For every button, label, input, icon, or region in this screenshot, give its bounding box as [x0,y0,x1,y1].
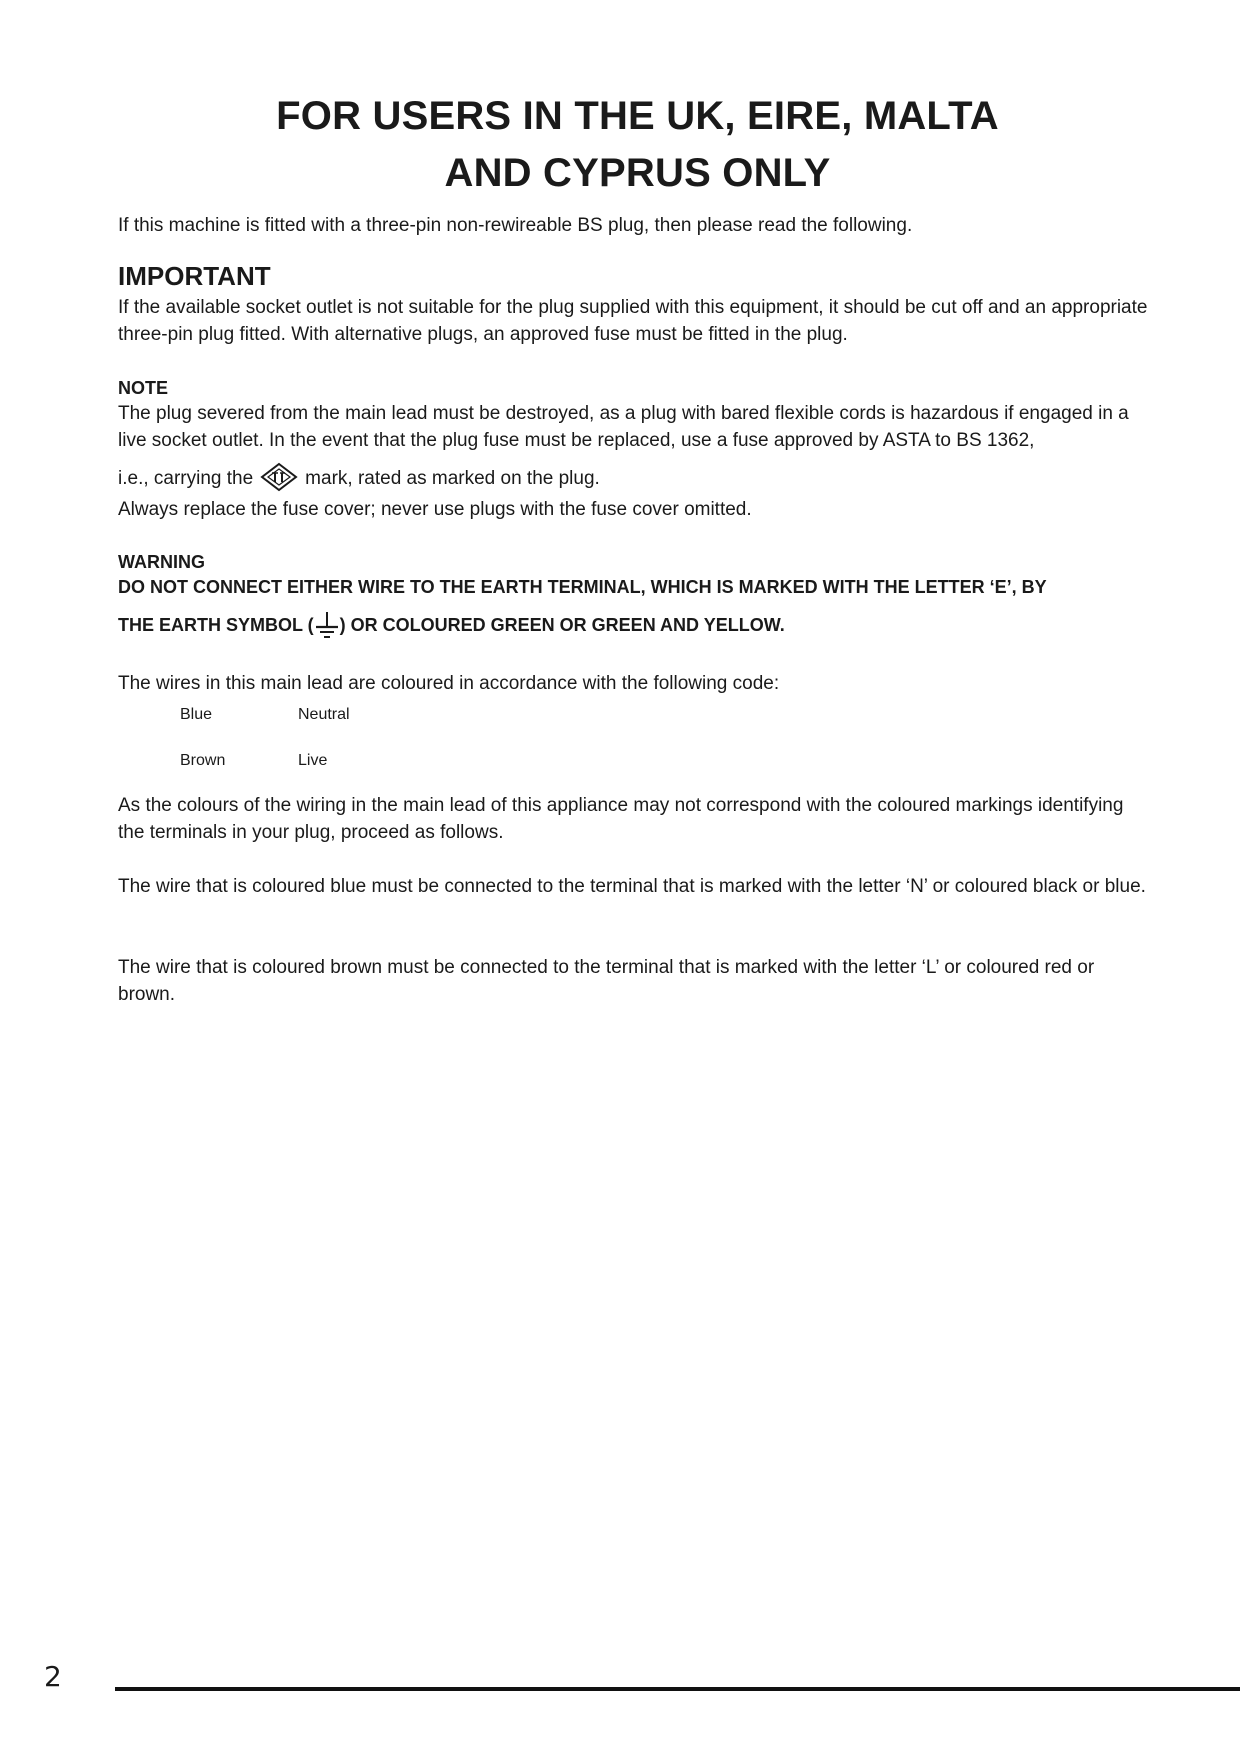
paragraph-brown-wire: The wire that is coloured brown must be connected to the terminal that is marked with the letter ‘L’ or coloured red or brown. [118,957,1095,1005]
note-text: The plug severed from the main lead must be destroyed, as a plug with bared flexible cords is hazardous if engaged in a live socket outlet. In the event that the plug fuse must be replaced, use a fuse approved by ASTA to BS 1362, [118,403,1129,451]
page-title-line-1: FOR USERS IN THE UK, EIRE, MALTA [276,94,999,138]
note-fuse-cover-text: Always replace the fuse cover; never use plugs with the fuse cover omitted. [118,499,752,520]
asta-approval-mark-icon [259,462,299,492]
important-text: If the available socket outlet is not suitable for the plug supplied with this equipment, it should be cut off and an appropriate three-pin plug fitted. With alternative plugs, an approved fuse must be fitted in the plug. [118,297,1148,345]
paragraph-blue-wire: The wire that is coloured blue must be connected to the terminal that is marked with the letter ‘N’ or coloured black or blue. [118,876,1146,897]
warning-line-2-after: ) OR COLOURED GREEN OR GREEN AND YELLOW. [339,615,785,635]
earth-symbol-icon [314,610,340,640]
important-heading: IMPORTANT [118,261,271,291]
warning-text-line-1: DO NOT CONNECT EITHER WIRE TO THE EARTH TERMINAL, WHICH IS MARKED WITH THE LETTER ‘E’, BY [118,577,1047,597]
note-mark-line-after: mark, rated as marked on the plug. [305,468,600,489]
warning-text-line-2 [118,610,785,640]
code-meaning: Live [298,752,328,769]
wires-intro-text: The wires in this main lead are coloured in accordance with the following code: [118,673,780,694]
paragraph-colours-mismatch: As the colours of the wiring in the main lead of this appliance may not correspond with the coloured markings identifying the terminals in your plug, proceed as follows. [118,795,1124,843]
note-heading: NOTE [118,378,169,398]
note-mark-line-before: i.e., carrying the [118,468,254,489]
footer-rule [115,1687,1240,1691]
intro-text: If this machine is fitted with a three-pin non-rewireable BS plug, then please read the following. [118,215,913,236]
warning-line-2-before: THE EARTH SYMBOL ( [118,615,314,635]
code-colour: Brown [180,752,226,769]
warning-heading: WARNING [118,552,205,572]
page-title [0,88,1240,202]
code-meaning: Neutral [298,706,350,723]
page-number: 2 [44,1660,62,1693]
page-title-line-2: AND CYPRUS ONLY [444,151,831,195]
code-colour: Blue [180,706,213,723]
note-mark-line [118,462,600,494]
